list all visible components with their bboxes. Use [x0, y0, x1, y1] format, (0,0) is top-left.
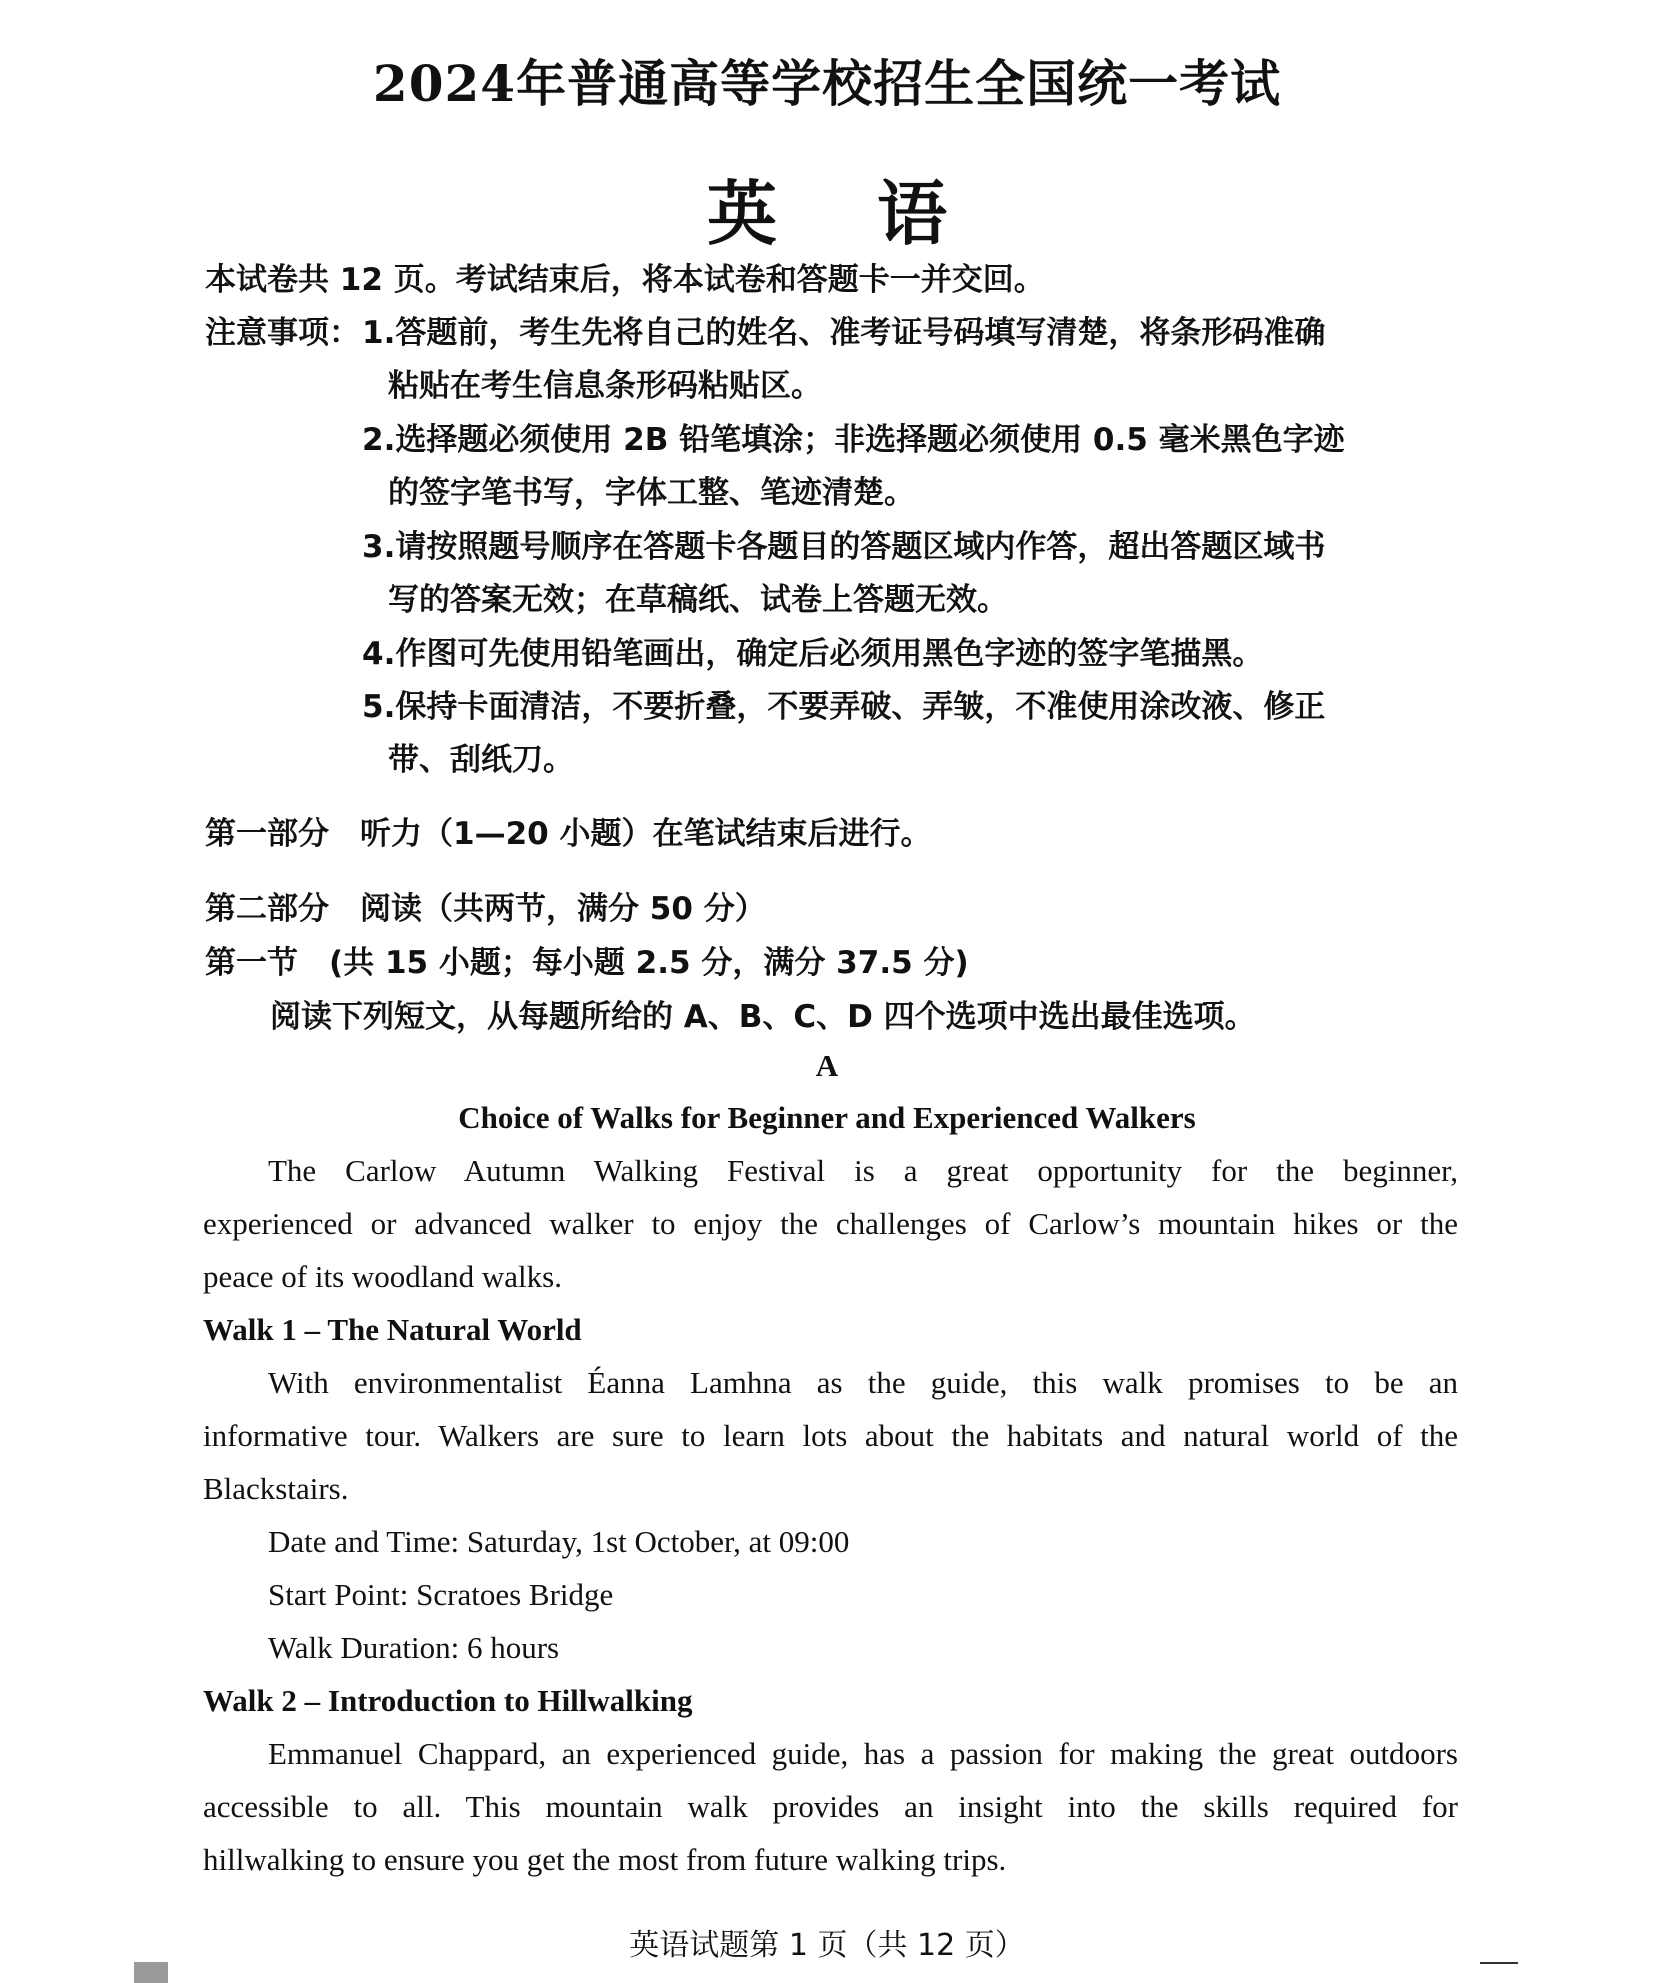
part2-heading: 第二部分 阅读（共两节，满分 50 分）	[205, 891, 766, 927]
note-4-line-1: 4.作图可先使用铅笔画出，确定后必须用黑色字迹的签字笔描黑。	[362, 636, 1264, 672]
corner-mark	[134, 1962, 168, 1983]
walk2-line-1: Emmanuel Chappard, an experienced guide, has a passion for making the great outdoors	[268, 1736, 1458, 1771]
notes-label: 注意事项：	[205, 315, 360, 351]
passage-letter: A	[815, 1048, 839, 1083]
intro-text: 本试卷共 12 页。考试结束后，将本试卷和答题卡一并交回。	[205, 262, 1045, 298]
walk1-start: Start Point: Scratoes Bridge	[268, 1577, 614, 1612]
note-5-line-1: 5.保持卡面清洁，不要折叠，不要弄破、弄皱，不准使用涂改液、修正	[362, 689, 1326, 725]
intro-line-1: The Carlow Autumn Walking Festival is a great opportunity for the beginner,	[268, 1153, 1458, 1188]
walk2-heading: Walk 2 – Introduction to Hillwalking	[203, 1683, 693, 1718]
walk1-date: Date and Time: Saturday, 1st October, at 09:00	[268, 1524, 850, 1559]
walk2-line-3: hillwalking to ensure you get the most from future walking trips.	[203, 1842, 1007, 1877]
note-3-line-1: 3.请按照题号顺序在答题卡各题目的答题区域内作答，超出答题区域书	[362, 529, 1326, 565]
section1-heading: 第一节 (共 15 小题；每小题 2.5 分，满分 37.5 分)	[205, 945, 969, 981]
subject-title: 英语	[707, 172, 1047, 255]
walk1-line-1: With environmentalist Éanna Lamhna as the guide, this walk promises to be an	[268, 1365, 1458, 1400]
walk2-line-2: accessible to all. This mountain walk provides an insight into the skills required for	[203, 1789, 1458, 1824]
note-1-line-1: 1.答题前，考生先将自己的姓名、准考证号码填写清楚，将条形码准确	[362, 315, 1326, 351]
note-2-line-1: 2.选择题必须使用 2B 铅笔填涂；非选择题必须使用 0.5 毫米黑色字迹	[362, 422, 1345, 458]
walk1-line-3: Blackstairs.	[203, 1471, 349, 1506]
intro-line-3: peace of its woodland walks.	[203, 1259, 562, 1294]
note-1-line-2: 粘贴在考生信息条形码粘贴区。	[388, 368, 822, 404]
passage-title: Choice of Walks for Beginner and Experienced Walkers	[458, 1100, 1196, 1135]
corner-dash	[1480, 1962, 1518, 1964]
note-5-line-2: 带、刮纸刀。	[388, 742, 574, 778]
intro-line-2: experienced or advanced walker to enjoy the challenges of Carlow’s mountain hikes or the	[203, 1206, 1458, 1241]
page-footer: 英语试题第 1 页（共 12 页）	[629, 1928, 1025, 1963]
exam-title: 2024年普通高等学校招生全国统一考试	[372, 54, 1282, 113]
note-2-line-2: 的签字笔书写，字体工整、笔迹清楚。	[388, 475, 915, 511]
walk1-duration: Walk Duration: 6 hours	[268, 1630, 560, 1665]
part1-heading: 第一部分 听力（1—20 小题）在笔试结束后进行。	[205, 816, 932, 852]
walk1-heading: Walk 1 – The Natural World	[203, 1312, 582, 1347]
reading-instruction: 阅读下列短文，从每题所给的 A、B、C、D 四个选项中选出最佳选项。	[270, 999, 1256, 1035]
walk1-line-2: informative tour. Walkers are sure to learn lots about the habitats and natural world of the	[203, 1418, 1458, 1453]
note-3-line-2: 写的答案无效；在草稿纸、试卷上答题无效。	[388, 582, 1008, 618]
